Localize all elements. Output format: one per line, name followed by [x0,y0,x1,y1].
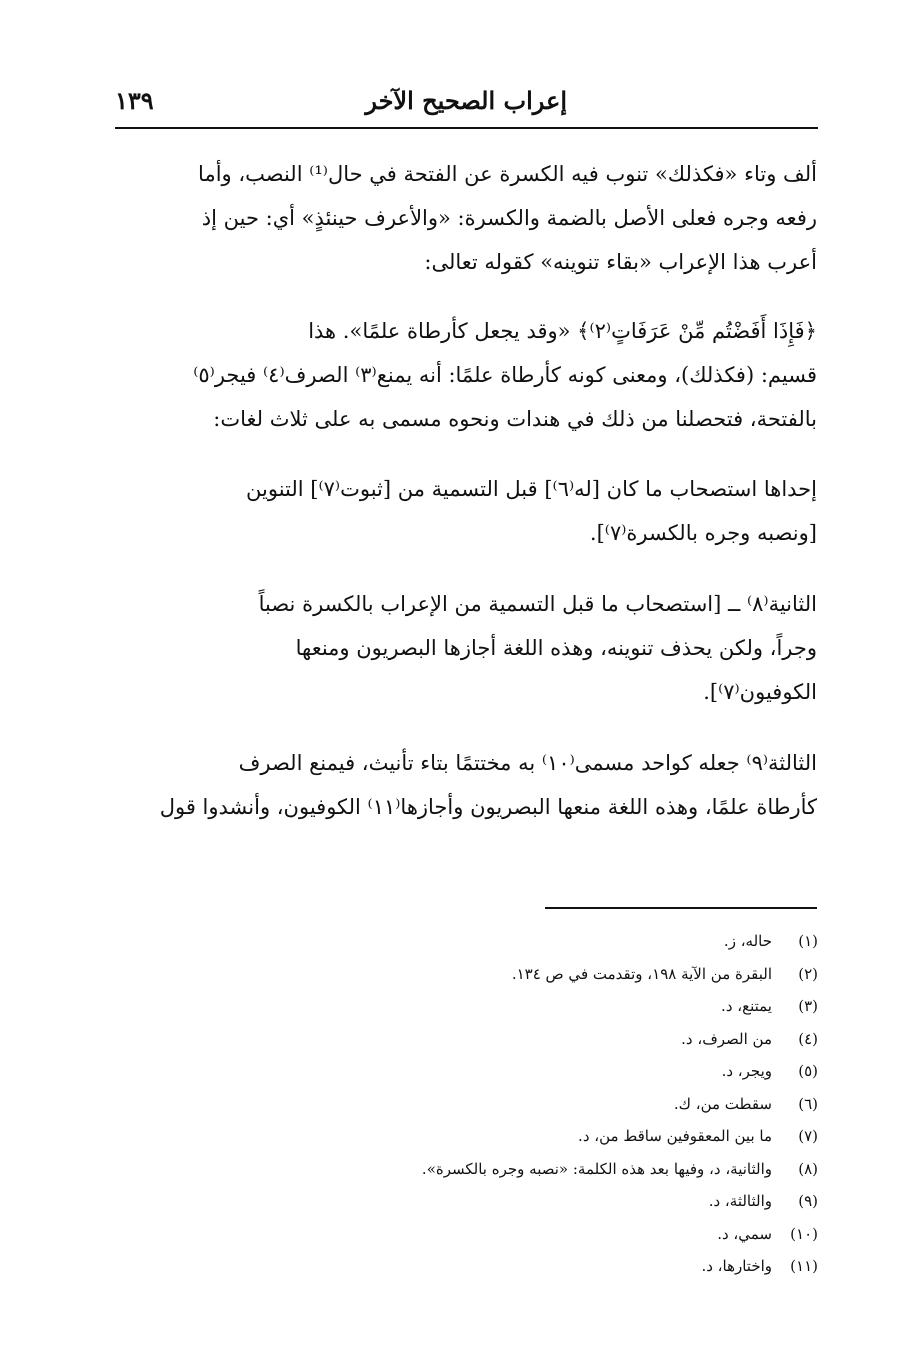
text-line: إحداها استصحاب ما كان [له⁽٦⁾] قبل التسمية من [ثبوت⁽٧⁾] التنوين [246,477,817,501]
footnote-text: سقطت من، ك. [673,1094,772,1113]
footnote [300,990,818,1023]
paragraph-5 [115,741,817,829]
text-line: [ونصبه وجره بالكسرة⁽٧⁾]. [589,521,817,545]
footnotes [300,925,818,1283]
text-line: قسيم: (فكذلك)، ومعنى كونه كأرطاة علمًا: أنه يمنع⁽٣⁾ الصرف⁽٤⁾ فيجر⁽٥⁾ [193,363,817,387]
footnote-text: ويجر، د. [721,1062,772,1080]
footnote-number: (٤) [798,1029,818,1048]
page-header [115,84,817,122]
page-number: ١٣٩ [115,86,154,115]
footnote [300,1120,818,1153]
footnote [300,1185,818,1218]
text-line: الكوفيون⁽٧⁾]. [703,680,817,704]
footnote-number: (٨) [798,1159,818,1178]
footnote [300,958,818,991]
footnote-text: واختارها، د. [701,1257,772,1275]
footnote-number: (١٠) [790,1224,818,1243]
footnote-number: (٩) [798,1192,818,1210]
quran-verse-line: ﴿فَإِذَا أَفَضْتُم مِّنْ عَرَفَاتٍ⁽٢⁾﴾ «وقد يجعل كأرطاة علمًا». هذا [308,319,817,343]
footnote [300,1055,818,1088]
footnote-text: البقرة من الآية ١٩٨، وتقدمت في ص ١٣٤. [511,964,772,983]
text-line: كأرطاة علمًا، وهذه اللغة منعها البصريون وأجازها⁽١١⁾ الكوفيون، وأنشدوا قول [159,795,817,819]
footnote [300,925,818,958]
footnote-number: (٣) [798,997,818,1015]
footnote [300,1218,818,1251]
text-line: أعرب هذا الإعراب «بقاء تنوينه» كقوله تعالى: [424,250,817,274]
paragraph-2 [115,309,817,441]
text-line: وجراً، ولكن يحذف تنوينه، وهذه اللغة أجازها البصريون ومنعها [295,636,817,660]
footnote-text: والثانية، د، وفيها بعد هذه الكلمة: «نصبه وجره بالكسرة». [421,1159,772,1178]
footnote-rule [545,907,817,909]
text-line: الثانية⁽٨⁾ ــ [استصحاب ما قبل التسمية من الإعراب بالكسرة نصباً [258,592,817,616]
text-line: بالفتحة، فتحصلنا من ذلك في هندات ونحوه مسمى به على ثلاث لغات: [213,407,817,431]
footnote [300,1250,818,1283]
footnote [300,1153,818,1186]
footnote-text: يمتنع، د. [721,997,772,1015]
footnote [300,1023,818,1056]
text-line: رفعه وجره فعلى الأصل بالضمة والكسرة: «والأعرف حينئذٍ» أي: حين إذ [201,206,817,230]
footnote-number: (١) [798,932,818,950]
paragraph-4 [115,582,817,714]
footnote-number: (١١) [790,1257,818,1275]
footnote-number: (٢) [798,964,818,983]
footnote-text: ما بين المعقوفين ساقط من، د. [578,1127,772,1145]
footnote-number: (٧) [798,1127,818,1145]
footnote-number: (٦) [798,1094,818,1113]
header-rule [115,127,818,129]
footnote-text: سمي، د. [717,1224,772,1243]
running-title: إعراب الصحيح الآخر [365,86,567,115]
paragraph-1 [115,152,817,284]
footnote-number: (٥) [798,1062,818,1080]
text-line: ألف وتاء «فكذلك» تنوب فيه الكسرة عن الفتحة في حال⁽¹⁾ النصب، وأما [198,162,817,186]
footnote-text: والثالثة، د. [708,1192,772,1210]
footnote-text: حاله، ز. [723,932,772,950]
footnote [300,1088,818,1121]
footnote-text: من الصرف، د. [681,1029,772,1048]
text-line: الثالثة⁽٩⁾ جعله كواحد مسمى⁽١٠⁾ به مختتمًا بتاء تأنيث، فيمنع الصرف [238,751,817,775]
paragraph-3 [115,467,817,555]
